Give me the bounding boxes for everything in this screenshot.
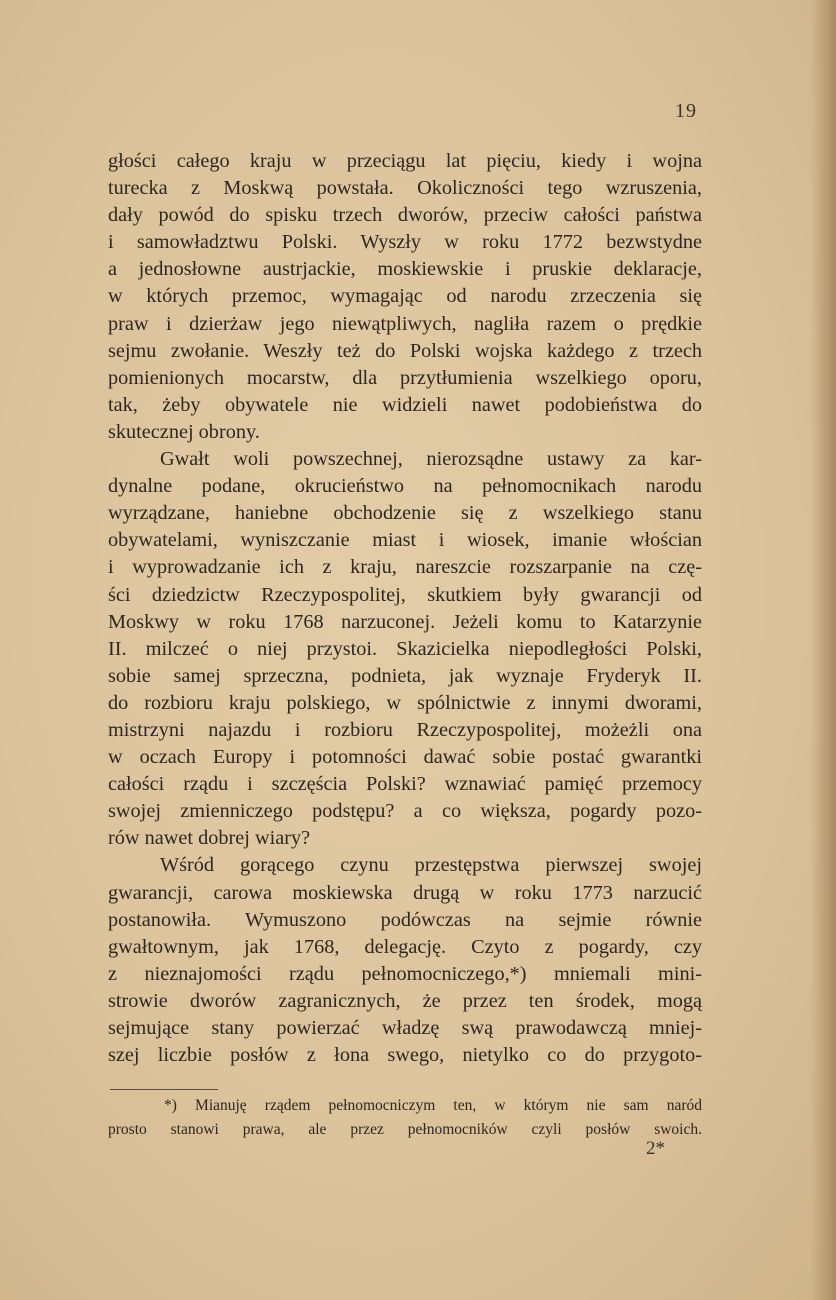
text-line: turecka z Moskwą powstała. Okoliczności tego wzruszenia, xyxy=(108,177,702,200)
text-line: w oczach Europy i potomności dawać sobie postać gwarantki xyxy=(108,746,702,769)
footnote xyxy=(108,1094,702,1142)
text-line: tak, żeby obywatele nie widzieli nawet podobieństwa do xyxy=(108,393,702,416)
text-line: a jednosłowne austrjackie, moskiewskie i pruskie deklaracje, xyxy=(108,258,702,281)
text-line: strowie dworów zagranicznych, że przez ten środek, mogą xyxy=(108,989,702,1012)
text-line: dały powód do spisku trzech dworów, przeciw całości państwa xyxy=(108,204,702,227)
footnote-divider xyxy=(110,1089,218,1090)
text-line: gwarancji, carowa moskiewska drugą w roku 1773 narzucić xyxy=(108,881,702,904)
page-edge-shadow xyxy=(810,0,836,1300)
text-line: praw i dzierżaw jego niewątpliwych, nagliła razem o prędkie xyxy=(108,312,702,335)
paragraph-3 xyxy=(108,852,702,1069)
text-line: Wśród gorącego czynu przestępstwa pierwszej swojej xyxy=(160,854,702,877)
text-line: wyrządzane, haniebne obchodzenie się z wszelkiego stanu xyxy=(108,502,702,525)
footnote-line: prosto stanowi prawa, ale przez pełnomocników czyli posłów swoich. xyxy=(108,1121,702,1138)
text-line: skutecznej obrony. xyxy=(108,420,260,443)
text-line: Gwałt woli powszechnej, nierozsądne ustawy za kar- xyxy=(160,448,702,471)
text-line: sejmu zwołanie. Weszły też do Polski wojska każdego z trzech xyxy=(108,339,702,362)
text-line: postanowiła. Wymuszono podówczas na sejmie równie xyxy=(108,908,702,931)
page-number: 19 xyxy=(675,100,697,122)
text-line: dynalne podane, okrucieństwo na pełnomocnikach narodu xyxy=(108,475,702,498)
text-line: głości całego kraju w przeciągu lat pięciu, kiedy i wojna xyxy=(108,150,702,172)
text-line: II. milczeć o niej przystoi. Skazicielka niepodległości Polski, xyxy=(108,637,702,660)
text-line: do rozbioru kraju polskiego, w spólnictwie z innymi dworami, xyxy=(108,691,702,714)
signature-mark: 2* xyxy=(646,1138,665,1159)
text-line: Moskwy w roku 1768 narzuconej. Jeżeli komu to Katarzynie xyxy=(108,610,702,633)
text-line: sobie samej sprzeczna, podnieta, jak wyznaje Fryderyk II. xyxy=(108,664,702,687)
text-line: w których przemoc, wymagając od narodu zrzeczenia się xyxy=(108,285,702,308)
text-line: całości rządu i szczęścia Polski? wznawiać pamięć przemocy xyxy=(108,773,702,796)
paragraph-1 xyxy=(108,148,702,446)
text-line: mistrzyni najazdu i rozbioru Rzeczypospolitej, możeżli ona xyxy=(108,718,702,741)
body-text xyxy=(108,148,702,1069)
paragraph-2 xyxy=(108,446,702,852)
text-line: i samowładztwu Polski. Wyszły w roku 1772 bezwstydne xyxy=(108,231,702,254)
text-line: swojej zmienniczego podstępu? a co większa, pogardy pozo- xyxy=(108,800,702,823)
text-line: sejmujące stany powierzać władzę swą prawodawczą mniej- xyxy=(108,1017,702,1039)
text-line: pomienionych mocarstw, dla przytłumienia wszelkiego oporu, xyxy=(108,366,702,389)
text-line: gwałtownym, jak 1768, delegację. Czyto z pogardy, czy xyxy=(108,935,702,958)
text-line: obywatelami, wyniszczanie miast i wiosek, imanie włościan xyxy=(108,529,702,552)
text-line: szej liczbie posłów z łona swego, nietylko co do przygoto- xyxy=(108,1044,702,1067)
text-line: z nieznajomości rządu pełnomocniczego,*) mniemali mini- xyxy=(108,962,702,985)
text-line: i wyprowadzanie ich z kraju, nareszcie rozszarpanie na czę- xyxy=(108,556,702,579)
text-line: rów nawet dobrej wiary? xyxy=(108,827,311,850)
text-line: ści dziedzictw Rzeczypospolitej, skutkiem były gwarancji od xyxy=(108,583,702,606)
footnote-line: *) Mianuję rządem pełnomocniczym ten, w którym nie sam naród xyxy=(164,1097,702,1114)
